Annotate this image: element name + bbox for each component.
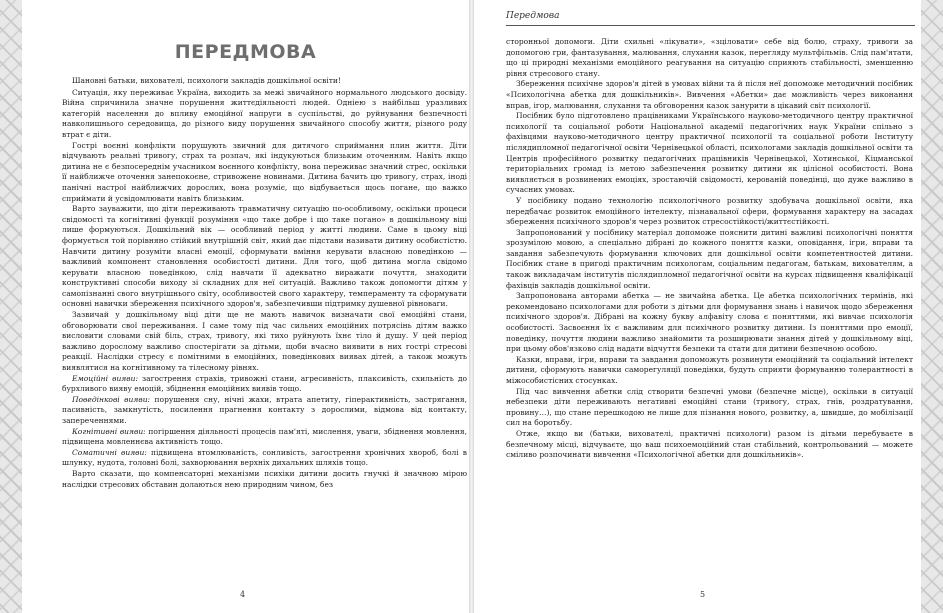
symptom-term: Когнітивні вияви: (72, 426, 146, 436)
right-ornamental-border (921, 0, 943, 613)
symptom-term: Емоційні вияви: (72, 373, 138, 383)
body-paragraph: Казки, вправи, ігри, вправи та завдання допоможуть розвинути емоційний та соціальний інтелект дитини, сформують навички саморегуляції поведінки, будуть сприяти формуванню толерантності в міжособистісних стосунках. (506, 354, 913, 385)
symptom-description: порушення сну, нічні жахи, втрата апетиту, гіперактивність, застрягання, пасивність, замкнутість, посилення прагнення контакту з дорослими, відмова від контакту, запереченнями. (62, 394, 467, 425)
left-page-text (62, 76, 467, 490)
body-paragraph: Запропонована авторами абетка — не звичайна абетка. Це абетка психологічних термінів, які рекомендовано психологами для роботи з дітьми для формування знань і навичок щодо збереження психічного здоров'я. Дібрані на кожну букву алфавіту слова є поняттями, які вивчає психологія особистості. Засвоєння їх є важливим для психічного розвитку дитини. Із поняттями про емоції, поведінку, почуття людини важливо знайомити та розширювати знання дітей у дошкільному віці, при цьому обов'язково слід надати відчуття безпеки та стати для дитини безпечною особою. (506, 291, 913, 354)
body-paragraph: Варто сказати, що компенсаторні механізми психіки дитини досить гнучкі й значною мірою наслідки стресових обставин долаються нею природним чином, без (62, 468, 467, 489)
symptom-term: Соматичні вияви: (72, 447, 147, 457)
page-number-left: 4 (240, 590, 246, 599)
symptom-description: підвищена втомлюваність, сонливість, загострення хронічних хвороб, болі в шлунку, нудота, головні болі, захворювання верхніх дихальних шляхів тощо. (62, 447, 467, 468)
body-paragraph: сторонньої допомоги. Діти схильні «лікувати», «зціловати» себе від болю, страху, тривоги за допомогою гри, фантазування, малювання, слухання казок, перегляду мультфільмів. Слід пам'ятати, що ці природні механізми емоційного реагування на ситуацію сприяють стабільності, зменшенню рівня стресового стану. (506, 37, 913, 78)
body-paragraph: Отже, якщо ви (батьки, вихователі, практичні психологи) разом із дітьми перебуваєте в безпечному місці, відчуваєте, що ваш психоемоційний стан стабільний, контрольований — можете сміливо розпочинати вивчення «Психологічної абетки для дошкільників». (506, 428, 913, 460)
right-page-text (506, 37, 913, 461)
symptom-paragraph (62, 374, 467, 395)
body-paragraph: Гострі воєнні конфлікти порушують звичний для дитячого сприймання плин життя. Діти відчувають реальні тривогу, страх та розпач, які індукуються близьким оточенням. Навіть якщо дитина не є безпосереднім учасником воєнного конфлікту, вона переживає значний стрес, оскільки її найближче оточення занепокоєне, стривожене новинами. Дитина бачить цю тривогу, страх, іноді панічні настрої найближчих дорослих, вона розуміє, що відбувається щось погане, що важко сприймати й усвідомлювати навіть близьким. (62, 140, 467, 203)
running-head: Передмова (506, 11, 560, 21)
body-paragraph: Ситуація, яку переживає Україна, виходить за межі звичайного нормального людського досвіду. Війна спричинила значне порушення життєдіяльності людей. Одніею з найбільш уразливих категорій населення до впливу емоційної напруги в суспільстві, до руйнування безпечності навколишнього середовища, до різного виду порушення звичайного способу життя, різного роду втрат є діти. (62, 87, 467, 139)
symptom-term: Поведінкові вияви: (72, 394, 151, 404)
body-paragraph: Варто зауважити, що діти переживають травматичну ситуацію по-особливому, оскільки процеси свідомості та когнітивні функції розуміння «що таке добре і що таке погано» в дошкільному віці лише формуються. Дошкільний вік — особливий період у житті людини. Саме в цьому віці формується той порівняно стійкий внутрішній світ, який дає підстави називати дитину особистістю. Навчити дитину розуміти власні емоції, сформувати вміння керувати власною поведінкою — важливий компонент становлення особистості дитини. Для того, щоб дитина могла свідомо керувати власною поведінкою, слід навчати її адекватно виражати почуття, знаходити конструктивні способи виходу зі складних для неї ситуацій. Важливо також допомогти дітям у самопізнанні свого внутрішнього світу, особливостей свого характеру, темпераменту та сформувати основні навички збереження психічного здоров'я, забезпечивши підтримку душевної рівноваги. (62, 204, 467, 309)
body-paragraph: Посібник було підготовлено працівниками Українського науково-методичного центру практичної психології та соціальної роботи Національної академії педагогічних наук України спільно з фахівцями науково-методичного центру практичної психології та соціальної роботи Інституту післядипломної педагогічної освіти Чернівецької області, психологами закладів дошкільної освіти та Центрів професійного розвитку педагогічних працівників Чернівецької, Хотинської, Кіцманської територіальних громад із метою забезпечення розвитку дитини як цілісної особистості. Вона виявляється в розвинених емоціях, зростаючій свідомості, керованій поведінці, що дуже важливо в сучасних умовах. (506, 111, 913, 195)
body-paragraph: Зазвичай у дошкільному віці діти ще не мають навичок визначати свої емоційні стани, обговорювати свої переживання. І саме тому під час сильних емоційних потрясінь дітям важко висловити словами свій біль, страх, тривогу, які тихо руйнують їхнє тіло й душу. У цей період важливо дорослому важливо спостерігати за дітьми, щоби вчасно виявити в них гострі стресові реакції. Наслідки стресу є помітними в емоційних, поведінкових виявах дітей, а також можуть виявлятися на когнітивному та тілесному рівнях. (62, 310, 467, 373)
symptom-paragraph (62, 395, 467, 427)
left-ornamental-border (0, 0, 22, 613)
symptom-description: загострення страхів, тривожні стани, агресивність, плаксивість, схильність до бурхливого вияву емоцій, збіднення емоційних виявів тощо. (62, 373, 467, 394)
page-number-right: 5 (700, 590, 706, 599)
symptom-paragraph (62, 427, 467, 448)
page-title: ПЕРЕДМОВА (174, 41, 317, 63)
symptom-paragraph (62, 448, 467, 469)
running-head-rule (506, 25, 915, 26)
body-paragraph: Під час вивчення абетки слід створити безпечні умови (безпечне місце), оскільки в ситуації небезпеки діти переживають негативні емоційні стани (тривогу, страх, гнів, роздратування, провину…), що стане перешкодою не лише для пізнання нового, розвитку, а, швидше, до мобілізації сил на боротьбу. (506, 386, 913, 428)
body-paragraph: У посібнику подано технологію психологічного розвитку здобувача дошкільної освіти, яка передбачає розвиток емоційного інтелекту, пізнавальної сфери, формування характеру на засадах збереження психічного здоров'я через розвиток стресостійкості/життєстійкості. (506, 195, 913, 227)
symptom-description: погіршення діяльності процесів пам'яті, мислення, уваги, збіднення мовлення, підвищена мовленнєва активність тощо. (62, 426, 467, 447)
body-paragraph: Запропонований у посібнику матеріал допоможе пояснити дитині важливі психологічні поняття зрозумілою мовою, а спеціально дібрані до кожного поняття казки, оповідання, ігри, вправи та завдання забезпечують формування ключових для дошкільної освіти компетентностей дитини. Посібник стане в пригоді практичним психологам, соціальним педагогам, батькам, вихователям, а також викладачам інститутів післядипломної педагогічної освіти на курсах підвищення кваліфікації фахівців закладів дошкільної освіти. (506, 227, 913, 290)
body-paragraph: Збереження психічне здоров'я дітей в умовах війни та й після неї допоможе методичний посібник «Психологічна абетка для дошкільників». Вивчення «Абетки» дає можливість через виконання вправ, ігор, малювання, слухання та обговорення казок занурити в цікавий світ психології. (506, 79, 913, 110)
right-page (474, 0, 921, 613)
left-page (22, 0, 469, 613)
salutation: Шановні батьки, вихователі, психологи закладів дошкільної освіти! (72, 76, 341, 85)
